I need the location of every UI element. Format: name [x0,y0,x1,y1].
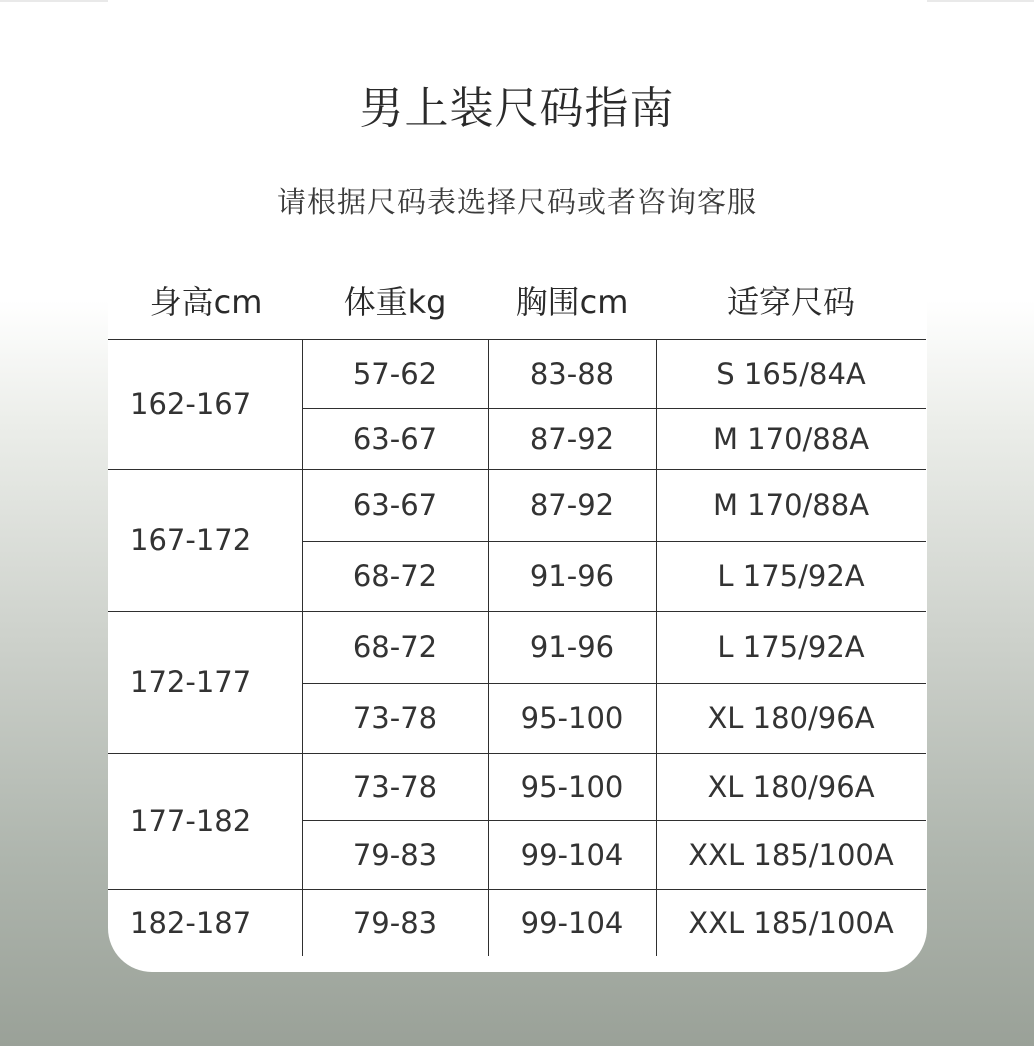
fit-size-cell: L 175/92A [717,559,865,593]
table-row-divider [108,889,926,890]
page-subtitle: 请根据尺码表选择尺码或者咨询客服 [276,185,757,219]
chest-range-cell: 87-92 [529,422,615,456]
height-range-cell: 167-172 [130,523,252,557]
weight-range-cell: 79-83 [352,838,438,872]
header-height: 身高cm [149,283,263,321]
table-row-divider [108,611,926,612]
fit-size-cell: M 170/88A [712,422,870,456]
header-weight: 体重kg [343,283,447,321]
fit-size-cell: L 175/92A [717,630,865,664]
fit-size-cell: XXL 185/100A [688,906,894,940]
table-row-divider [302,683,926,684]
fit-size-cell: S 165/84A [716,357,866,391]
chest-range-cell: 95-100 [520,770,624,804]
chest-range-cell: 91-96 [529,559,615,593]
weight-range-cell: 73-78 [352,701,438,735]
table-row-divider [302,820,926,821]
table-row-divider [108,753,926,754]
table-row-divider [302,408,926,409]
header-size: 适穿尺码 [726,283,855,321]
chest-range-cell: 87-92 [529,488,615,522]
height-range-cell: 172-177 [130,665,252,699]
fit-size-cell: XXL 185/100A [688,838,894,872]
height-range-cell: 162-167 [130,387,252,421]
weight-range-cell: 63-67 [352,488,438,522]
weight-range-cell: 73-78 [352,770,438,804]
chest-range-cell: 91-96 [529,630,615,664]
page-title: 男上装尺码指南 [359,83,675,134]
table-row-divider [108,339,926,340]
chest-range-cell: 83-88 [529,357,615,391]
fit-size-cell: XL 180/96A [707,701,875,735]
header-chest: 胸围cm [515,283,629,321]
height-range-cell: 182-187 [130,906,252,940]
weight-range-cell: 79-83 [352,906,438,940]
weight-range-cell: 68-72 [352,559,438,593]
fit-size-cell: XL 180/96A [707,770,875,804]
chest-range-cell: 95-100 [520,701,624,735]
weight-range-cell: 68-72 [352,630,438,664]
weight-range-cell: 57-62 [352,357,438,391]
table-row-divider [108,469,926,470]
chest-range-cell: 99-104 [520,838,624,872]
table-row-divider [302,541,926,542]
chest-range-cell: 99-104 [520,906,624,940]
height-range-cell: 177-182 [130,804,252,838]
weight-range-cell: 63-67 [352,422,438,456]
fit-size-cell: M 170/88A [712,488,870,522]
